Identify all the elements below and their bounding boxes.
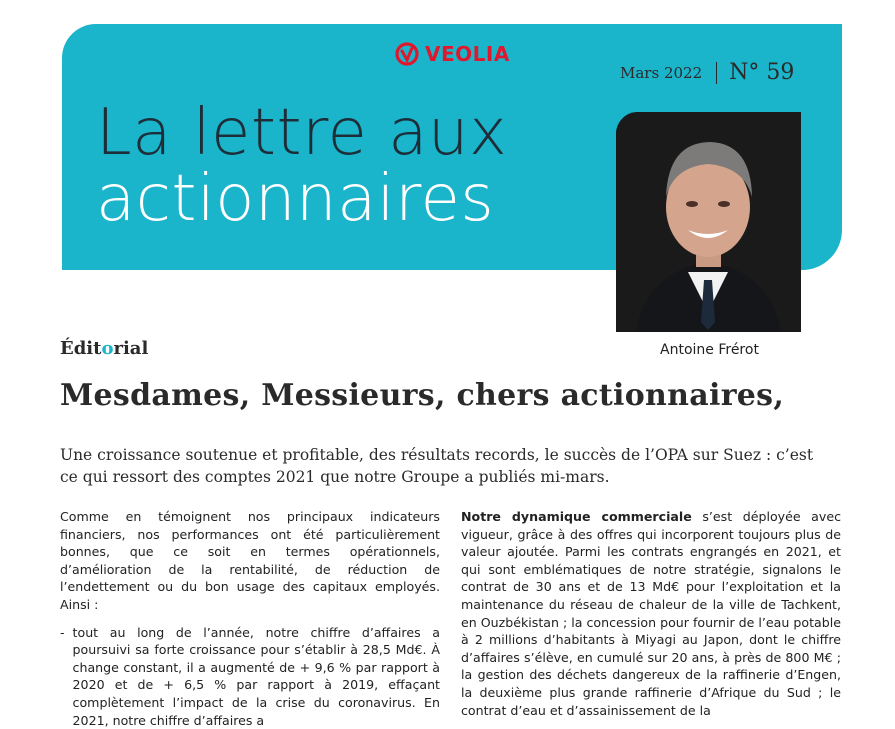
issue-number: N° 59 (729, 60, 795, 85)
right-text: s’est déployée avec vigueur, grâce à des offres qui incorporent toujours plus de valeur ajoutée. Parmi les contrats engrangés en 2021, et qui sont emblématiques de notre stratégie, signalons le contrat de 30 ans et de 13 Md€ pour l’exploitation et la maintenance du réseau de chaleur de la ville de Tachkent, en Ouzbékistan ; la concession pour fournir de l’eau potable à 2 millions d’habitants à Miyagi au Japon, dont le chiffre d’affaires s’élève, en cumulé sur 20 ans, à près de 800 M€ ; la gestion des déchets dangereux de la raffinerie d’Engen, la deuxième plus grande raffinerie d’Afrique du Sud ; le contrat d’eau et d’assainissement de la (461, 509, 841, 718)
portrait-photo (616, 112, 801, 332)
section-label: Éditorial (60, 338, 149, 359)
list-item (60, 624, 440, 729)
veolia-logo (395, 42, 510, 66)
right-paragraph (461, 508, 841, 719)
portrait-image (616, 112, 801, 332)
photo-caption: Antoine Frérot (660, 342, 759, 358)
bullet-text: tout au long de l’année, notre chiffre d’affaires a poursuivi sa forte croissance pour s’établir à 28,5 Md€. À change constant, il a augmenté de + 9,6 % par rapport à 2020 et de + 6,5 % par rapport à 2019, effaçant complètement l’impact de la crise du coronavirus. En 2021, notre chiffre d’affaires a (72, 624, 440, 728)
right-column (461, 508, 841, 729)
intro-paragraph: Une croissance soutenue et profitable, des résultats records, le succès de l’OPA sur Suez : c’est ce qui ressort des comptes 2021 que notre Groupe a publiés mi-mars. (60, 446, 814, 486)
left-column (60, 508, 440, 729)
left-paragraph: Comme en témoignent nos principaux indicateurs financiers, nos performances ont été particulièrement bonnes, que ce soit en termes opérationnels, d’amélioration de la rentabilité, de réduction de l’endettement ou du bon usage des capitaux employés. Ainsi : (60, 509, 440, 612)
title-line-1: La lettre aux (96, 96, 508, 170)
headline: Mesdames, Messieurs, chers actionnaires, (60, 378, 785, 413)
meta-divider (716, 62, 717, 84)
issue-date: Mars 2022 (620, 63, 703, 82)
brand-name: VEOLIA (425, 42, 510, 66)
bullet-dash: - (60, 624, 65, 640)
title-line-2: actionnaires (96, 162, 495, 236)
right-lead: Notre dynamique commerciale (461, 509, 692, 524)
veolia-logo-icon (395, 42, 419, 66)
page-title (96, 96, 508, 236)
issue-meta (620, 60, 794, 85)
